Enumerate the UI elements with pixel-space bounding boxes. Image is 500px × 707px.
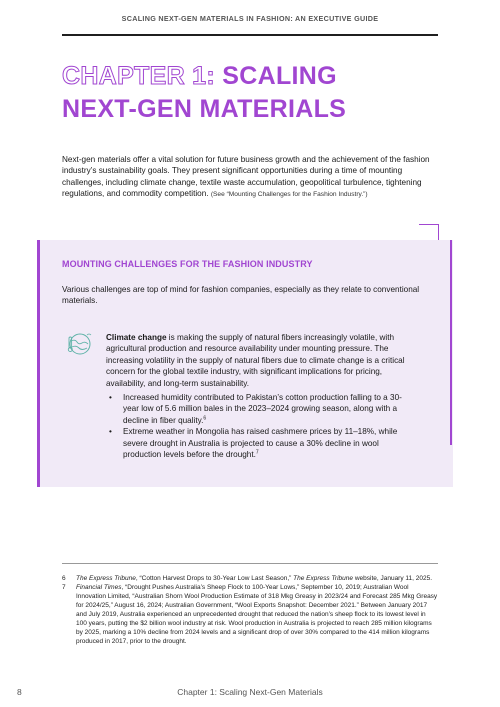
- callout-accent-bar: [450, 240, 452, 445]
- footnote-text: , “Drought Pushes Australia’s Sheep Flock to 100-Year Lows,” September 10, 2019; Australian Wool Innovation Limited, “Australian Shorn Wool Production Estimate of 318 Mkg Greasy in 2023/24 and Forecast 285 Mkg Greasy for 2024/25,” August 16, 2024; Australian Government, “Wool Exports Snapshot: December 2021.” Between January 2017 and July 2019, Australia experienced an unprecedented drought that reduced the nation’s sheep flock to its lowest level in 100 years, putting the $2 billion wool industry at risk. Wool production in Australia is projected to reach 285 million kilograms by 2025, marking a 10% decline from 2024 levels and a significant drop of over 30% compared to the 414 million kilograms produced in 2017, prior to the drought.: [76, 584, 438, 645]
- footnote-7: [62, 583, 438, 646]
- footer-title: Chapter 1: Scaling Next-Gen Materials: [177, 687, 323, 697]
- footnote-source: The Express Tribune: [76, 575, 136, 582]
- chapter-title: [62, 60, 442, 126]
- callout-intro: Various challenges are top of mind for fashion companies, especially as they relate to conventional materials.: [62, 285, 420, 306]
- challenge-bullet-list: [106, 392, 411, 460]
- callout-title: MOUNTING CHALLENGES FOR THE FASHION INDUSTRY: [62, 259, 313, 269]
- bullet-text: Extreme weather in Mongolia has raised cashmere prices by 11–18%, while severe drought in Australia is projected to cause a 30% decline in wool production levels before the drought.: [123, 427, 398, 460]
- footnote-source: Financial Times: [76, 584, 122, 591]
- footnote-number: 7: [62, 584, 66, 591]
- footnote-ref: 6: [203, 415, 207, 422]
- footnotes: [62, 574, 438, 646]
- bullet-text: Increased humidity contributed to Pakistan’s cotton production falling to a 30-year low of 5.6 million bales in the 2023–2024 growing season, along with a decline in fiber quality.: [123, 393, 402, 425]
- footnote-rule: [62, 563, 438, 564]
- header-rule: [62, 34, 438, 36]
- footnote-source: The Express Tribune: [293, 575, 354, 582]
- running-header: SCALING NEXT-GEN MATERIALS IN FASHION: AN EXECUTIVE GUIDE: [121, 14, 379, 23]
- chapter-title-part2: NEXT-GEN MATERIALS: [62, 95, 347, 123]
- footnote-text: website, January 11, 2025.: [353, 575, 433, 582]
- climate-change-icon: [67, 331, 93, 357]
- climate-change-text: is making the supply of natural fibers increasingly volatile, with agricultural production and resource availability under mounting pressure. The increasing volatility in the supply of natural fibers due to climate change is a critical concern for the global textile industry, with significant implications for pricing, availability, and long-term sustainability.: [106, 333, 405, 388]
- intro-text: Next-gen materials offer a vital solution for future business growth and the achievement of the fashion industry’s sustainability goals. They present significant opportunities during a time of mounting challenges, including climate change, textile waste accumulation, geopolitical turbulence, tightening regulations, and commodity competition.: [62, 155, 430, 199]
- list-item: [106, 426, 411, 460]
- page-number: 8: [17, 687, 22, 697]
- bullet-dot: •: [109, 393, 112, 402]
- climate-change-lead: Climate change: [106, 333, 167, 342]
- intro-paragraph: [62, 154, 438, 201]
- footnote-text: , “Cotton Harvest Drops to 30-Year Low Last Season,”: [135, 575, 294, 582]
- climate-change-paragraph: [106, 332, 411, 389]
- footnote-number: 6: [62, 575, 66, 582]
- chapter-label: CHAPTER 1:: [62, 62, 216, 90]
- intro-reference: (See “Mounting Challenges for the Fashion Industry.”): [210, 191, 368, 199]
- footnote-6: [62, 574, 438, 583]
- chapter-title-part1: SCALING: [222, 62, 337, 90]
- bullet-dot: •: [109, 427, 112, 437]
- footnote-ref: 7: [255, 449, 259, 456]
- list-item: [106, 392, 411, 426]
